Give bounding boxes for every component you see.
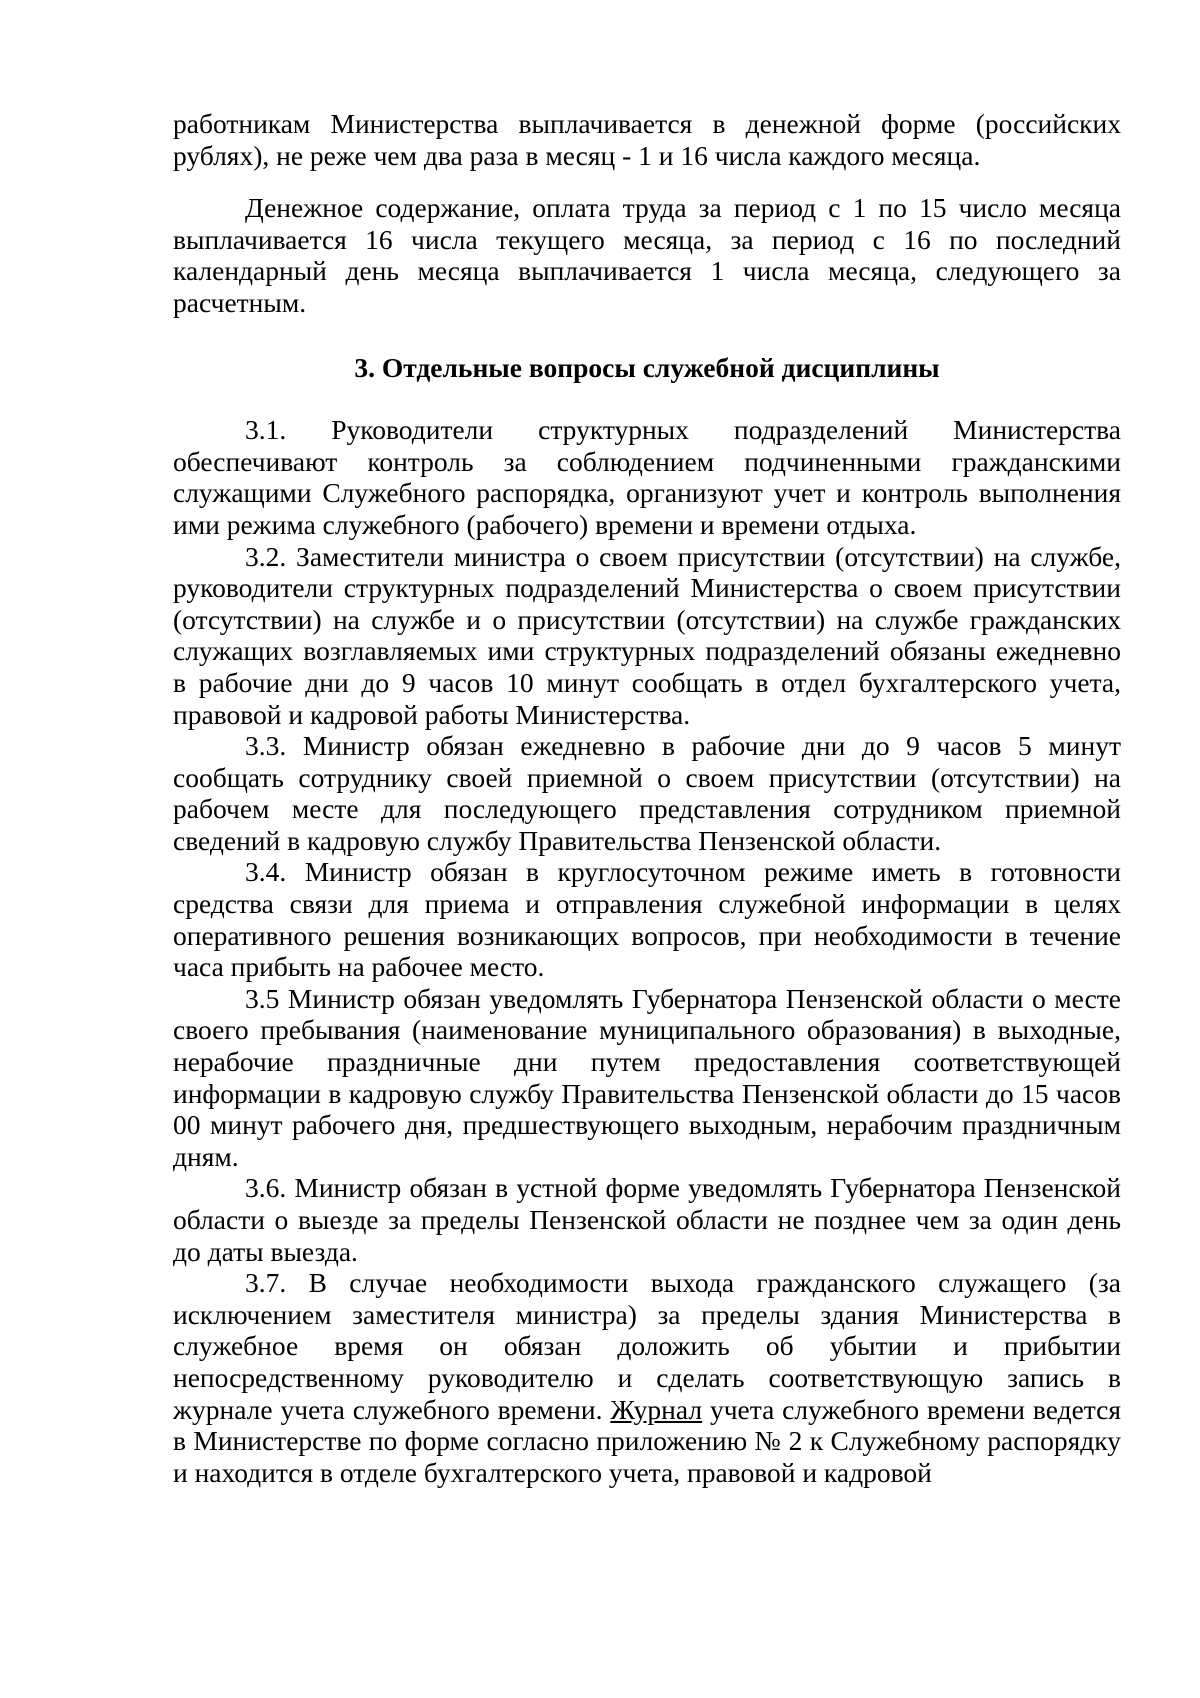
paragraph-pay-schedule: Денежное содержание, оплата труда за период с 1 по 15 число месяца выплачивается 16 числа текущего месяца, за период с 16 по последний календарный день месяца выплачивается 1 числа месяца, следующего за расчетным. [173, 192, 1121, 318]
clause-3-5: 3.5 Министр обязан уведомлять Губернатора Пензенской области о месте своего пребывания (наименование муниципального образования) в выходные, нерабочие праздничные дни путем предоставления соответствующей информации в кадровую службу Правительства Пензенской области до 15 часов 00 минут рабочего дня, предшествующего выходным, нерабочим праздничным дням. [173, 982, 1121, 1172]
document-page [173, 108, 1121, 1488]
clause-3-7-text-end: учета служебного времени ведется в Министерстве по форме согласно приложению № 2 к Служебному распорядку и находится в отделе бухгалтерского учета, правовой и кадровой [173, 1393, 1121, 1488]
section-heading: 3. Отдельные вопросы служебной дисциплины [354, 351, 940, 383]
clause-3-3: 3.3. Министр обязан ежедневно в рабочие дни до 9 часов 5 минут сообщать сотруднику своей приемной о своем присутствии (отсутствии) на рабочем месте для последующего представления сотрудником приемной сведений в кадровую службу Правительства Пензенской области. [173, 730, 1121, 856]
clause-3-2: 3.2. Заместители министра о своем присутствии (отсутствии) на службе, руководители структурных подразделений Министерства о своем присутствии (отсутствии) на службе и о присутствии (отсутствии) на службе гражданских служащих возглавляемых ими структурных подразделений обязаны ежедневно в рабочие дни до 9 часов 10 минут сообщать в отдел бухгалтерского учета, правовой и кадровой работы Министерства. [173, 540, 1121, 730]
paragraph-pay-frequency: работникам Министерства выплачивается в денежной форме (российских рублях), не реже чем два раза в месяц - 1 и 16 числа каждого месяца. [173, 108, 1121, 171]
clause-3-4: 3.4. Министр обязан в круглосуточном режиме иметь в готовности средства связи для приема и отправления служебной информации в целях оперативного решения возникающих вопросов, при необходимости в течение часа прибыть на рабочее место. [173, 856, 1121, 983]
clause-3-6: 3.6. Министр обязан в устной форме уведомлять Губернатора Пензенской области о выезде за пределы Пензенской области не позднее чем за один день до даты выезда. [173, 1172, 1121, 1267]
clause-3-1: 3.1. Руководители структурных подразделений Министерства обеспечивают контроль за соблюдением подчиненными гражданскими служащими Служебного распорядка, организуют учет и контроль выполнения ими режима служебного (рабочего) времени и времени отдыха. [173, 414, 1121, 540]
clause-3-7-text-start: 3.7. В случае необходимости выхода гражданского служащего (за исключением заместителя министра) за пределы здания Министерства в служебное время он обязан доложить об убытии и прибытии непосредственному руководителю и сделать соответствующую запись в журнале учета служебного времени. [173, 1267, 1121, 1425]
journal-link[interactable]: Журнал [610, 1393, 703, 1425]
clause-3-7 [173, 1267, 1121, 1488]
